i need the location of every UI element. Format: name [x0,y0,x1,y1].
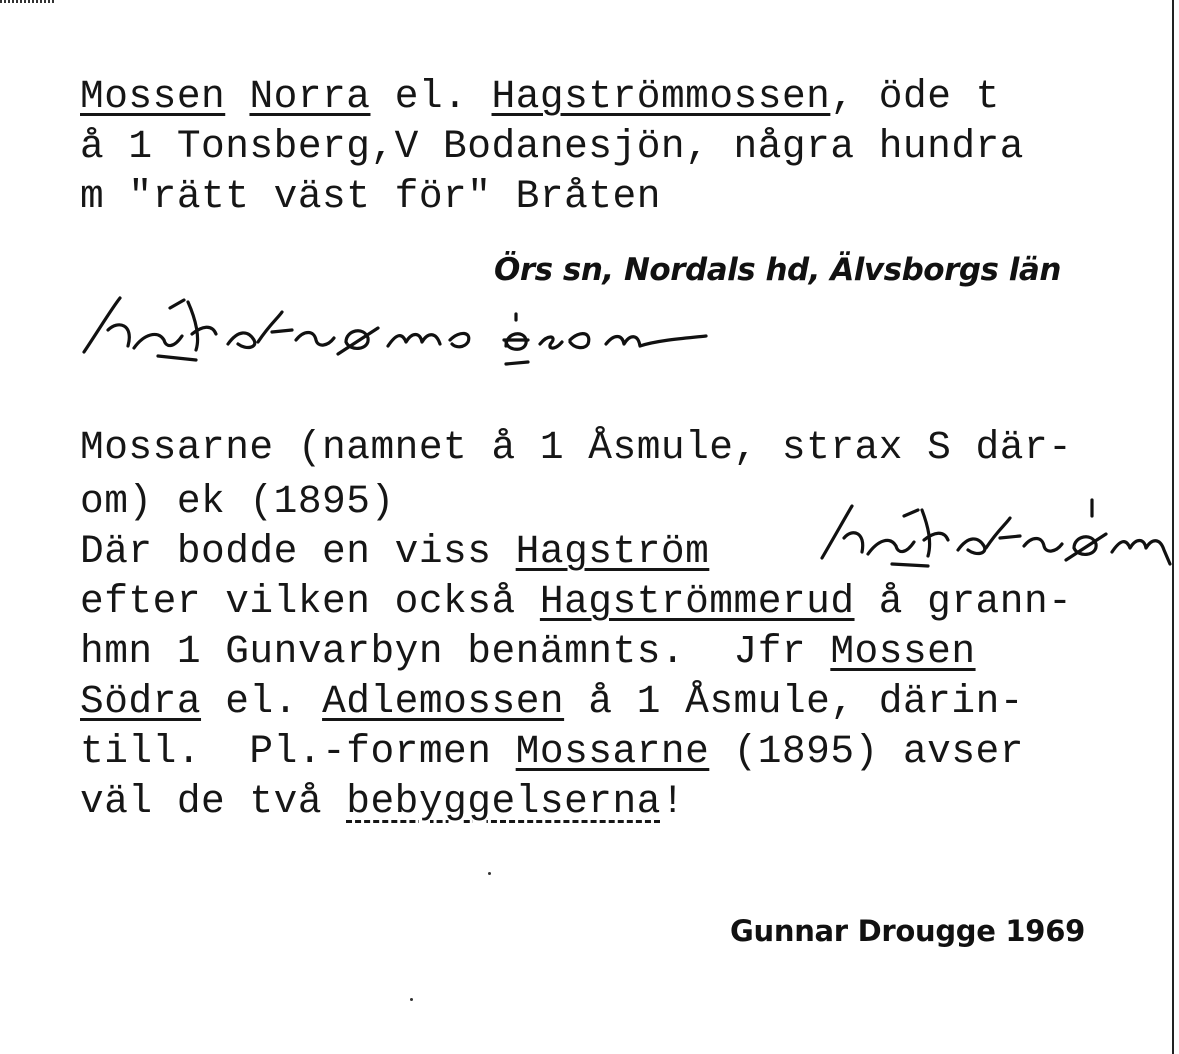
typed-text: om) ek (1895) [80,479,395,524]
entry-line-9 [80,677,1024,727]
typed-text: , öde t [830,74,1000,119]
typed-text: väl de två [80,779,347,824]
typed-text: efter vilken också [80,579,540,624]
entry-line-8 [80,627,976,677]
entry-line-11 [80,777,685,827]
entry-line-3 [80,172,661,222]
typed-text: å 1 Åsmule, därin- [564,679,1024,724]
typed-text: (1895) avser [709,729,1024,774]
entry-line-4 [80,423,1072,473]
typed-text [225,74,249,119]
typed-text: el. [201,679,323,724]
typed-text: Mossarne (namnet å 1 Åsmule, strax S där- [80,425,1073,470]
phonetic-handwriting-2 [818,494,1178,584]
typed-text: å 1 Tonsberg,V Bodanesjön, några hundra [80,124,1024,169]
scan-edge-marks [0,0,56,3]
underlined-place-name: Mossen [80,74,226,119]
entry-line-5 [80,477,395,527]
underlined-place-name: Norra [249,74,371,119]
entry-line-2 [80,122,1024,172]
typed-text: Där bodde en viss [80,529,516,574]
underlined-place-name: Hagström [515,529,710,574]
underlined-place-name: Mossarne [515,729,710,774]
entry-line-7 [80,577,1072,627]
typed-text: hmn 1 Gunvarbyn benämnts. Jfr [80,629,831,674]
typed-text: m "rätt väst för" Bråten [80,174,661,219]
underlined-place-name: Adlemossen [322,679,565,724]
entry-line-10 [80,727,1024,777]
location-stamp: Örs sn, Nordals hd, Älvsborgs län [494,252,1061,288]
typed-text: ! [660,779,686,824]
entry-line-1 [80,72,1000,122]
typed-text: å grann- [854,579,1073,624]
scan-speck [410,998,413,1001]
underlined-place-name: Hagströmmerud [539,579,855,624]
typed-text: el. [370,74,492,119]
underlined-place-name: Hagströmmossen [491,74,831,119]
dashed-underlined-word: bebyggelserna [346,779,661,824]
underlined-place-name: Mossen [830,629,976,674]
signature: Gunnar Drougge 1969 [730,914,1085,948]
typed-text: till. Pl.-formen [80,729,516,774]
entry-line-6 [80,527,709,577]
scan-speck [488,872,491,875]
underlined-place-name: Södra [80,679,202,724]
phonetic-handwriting-1 [78,290,718,380]
